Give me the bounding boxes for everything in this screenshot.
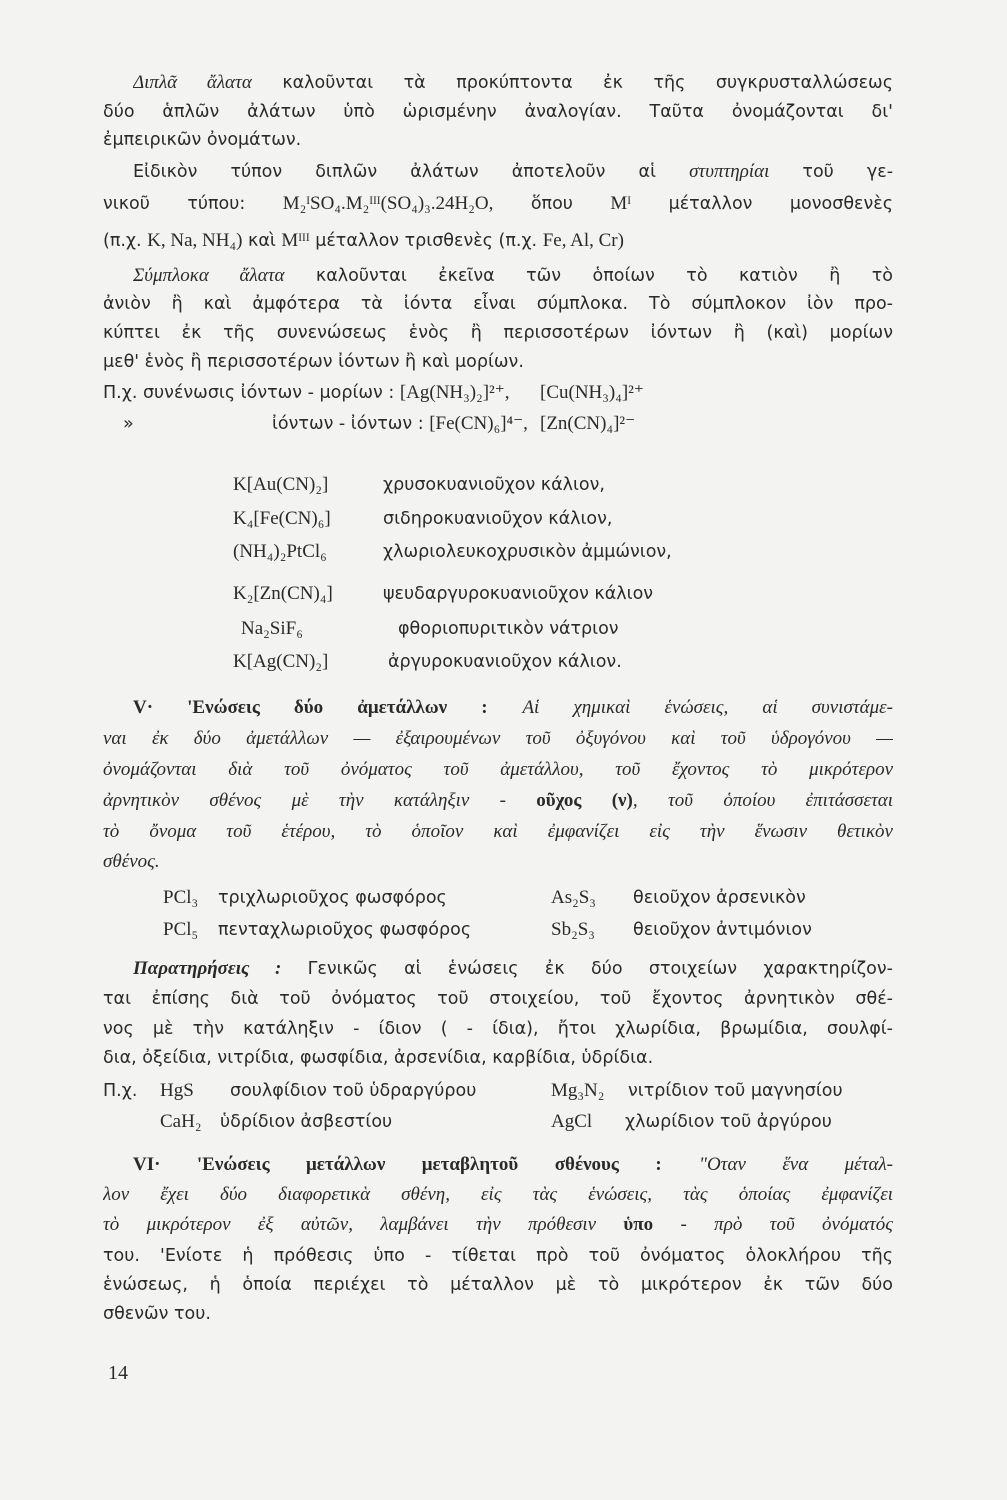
- formula: K, Na, NH₄): [147, 230, 243, 251]
- text-line: ὀνομάζονται διὰ τοῦ ὀνόματος τοῦ ἀμετάλλου, τοῦ ἔχοντος τὸ μικρότερον: [103, 759, 893, 780]
- term-alums: στυπτηρίαι: [689, 161, 770, 182]
- text: Αἱ χημικαὶ ἑνώσεις, αἱ συνιστάμε-: [522, 697, 893, 718]
- text-line: λον ἔχει δύο διαφορετικὰ σθένη, εἰς τὰς ἑνώσεις, τὰς ὁποίας ἐμφανίζει: [103, 1184, 893, 1205]
- text: , τοῦ ὁποίου ἐπιτάσσεται: [632, 790, 893, 811]
- notes-heading: Παρατηρήσεις :: [133, 958, 282, 979]
- text-line: τὸ ὄνομα τοῦ ἑτέρου, τὸ ὁποῖον καὶ ἐμφανίζει εἰς τὴν ἕνωσιν θετικὸν: [103, 821, 893, 842]
- formula: Mᴵᴵᴵ: [281, 230, 310, 251]
- formula: [Cu(NH₃)₄]²⁺: [540, 382, 644, 403]
- text-line: κύπτει ἐκ τῆς συνενώσεως ἑνὸς ἢ περισσοτέρων ἰόντων ἢ (καὶ) μορίων: [103, 323, 893, 343]
- compound-name: θειοῦχον ἀντιμόνιον: [633, 920, 812, 940]
- text: - πρὸ τοῦ ὀνόματός: [653, 1214, 893, 1235]
- formula: [Zn(CN)₄]²⁻: [540, 413, 636, 434]
- text: καλοῦνται ἐκεῖνα τῶν ὁποίων τὸ κατιὸν ἢ τὸ: [284, 266, 893, 286]
- term-complex-salts: Σύμπλοκα ἄλατα: [133, 265, 285, 286]
- formula: M₂ᴵSO₄.M₂ᴵᴵᴵ(SO₄)₃.24H₂O,: [282, 193, 494, 214]
- compound-name: θειοῦχον ἀρσενικὸν: [633, 888, 806, 908]
- compound-name: νιτρίδιον τοῦ μαγνησίου: [628, 1081, 843, 1101]
- text-line: [103, 788, 893, 814]
- compound-formula: PCl₃: [163, 887, 199, 908]
- compound-name: σιδηροκυανιοῦχον κάλιον,: [383, 509, 613, 529]
- paragraph-complex-salts-line: [133, 263, 893, 289]
- text: τὸ μικρότερον ἐξ αὐτῶν, λαμβάνει τὴν πρόθεσιν: [103, 1214, 624, 1235]
- compound-formula: PCl₅: [163, 919, 199, 940]
- text: Γενικῶς αἱ ἑνώσεις ἐκ δύο στοιχείων χαρακτηρίζον-: [307, 959, 893, 979]
- example-line: [272, 411, 528, 437]
- compound-name: χρυσοκυανιοῦχον κάλιον,: [383, 475, 605, 495]
- text-line: ἀνιὸν ἢ καὶ ἀμφότερα τὰ ἰόντα εἶναι σύμπλοκα. Τὸ σύμπλοκον ἰὸν προ-: [103, 294, 893, 314]
- text: ἀρνητικὸν σθένος μὲ τὴν κατάληξιν -: [103, 790, 537, 811]
- text: μέταλλον μονοσθενὲς: [631, 194, 893, 214]
- compound-formula: CaH₂: [160, 1111, 202, 1132]
- compound-name: σουλφίδιον τοῦ ὑδραργύρου: [230, 1081, 477, 1101]
- formula: [Ag(NH₃)₂]²⁺,: [399, 382, 510, 403]
- example-line: [103, 380, 510, 406]
- text-line: του. 'Ενίοτε ἡ πρόθεσις ὑπο - τίθεται πρὸ τοῦ ὀνόματος ὁλοκλήρου τῆς: [103, 1246, 893, 1266]
- compound-formula: Na₂SiF₆: [241, 618, 303, 639]
- compound-formula: K₂[Zn(CN)₄]: [233, 583, 333, 604]
- text-line: μεθ' ἑνὸς ἢ περισσοτέρων ἰόντων ἢ καὶ μορίων.: [103, 352, 524, 372]
- section-heading: VI· 'Ενώσεις μετάλλων μεταβλητοῦ σθένους :: [133, 1154, 662, 1175]
- text-line: ναι ἐκ δύο ἀμετάλλων — ἐξαιρουμένων τοῦ ὀξυγόνου καὶ τοῦ ὑδρογόνου —: [103, 728, 893, 749]
- paragraph-alums-line: [133, 159, 893, 185]
- compound-name: φθοριοπυριτικὸν νάτριον: [398, 619, 619, 639]
- text: "Οταν ἕνα μέταλ-: [698, 1154, 893, 1175]
- compound-formula: K[Au(CN)₂]: [233, 474, 329, 495]
- text: ἰόντων - ἰόντων :: [272, 414, 430, 434]
- compound-formula: K[Ag(CN)₂]: [233, 651, 329, 672]
- text-line: [103, 228, 893, 254]
- compound-name: τριχλωριοῦχος φωσφόρος: [218, 888, 447, 908]
- text-line: νος μὲ τὴν κατάληξιν - ίδιον ( - ίδια), ἤτοι χλωρίδια, βρωμίδια, σουλφί-: [103, 1019, 893, 1039]
- text: (π.χ.: [103, 231, 148, 251]
- compound-name: χλωρίδιον τοῦ ἀργύρου: [625, 1112, 832, 1132]
- text-line: δια, ὀξείδια, νιτρίδια, φωσφίδια, ἀρσενίδια, καρβίδια, ὑδρίδια.: [103, 1048, 654, 1068]
- compound-name: πενταχλωριοῦχος φωσφόρος: [218, 920, 472, 940]
- example-prefix: Π.χ.: [103, 1081, 138, 1101]
- text-line: σθενῶν του.: [103, 1304, 211, 1324]
- text-line: δύο ἁπλῶν ἀλάτων ὑπὸ ὡρισμένην ἀναλογίαν. Ταῦτα ὀνομάζονται δι': [103, 102, 893, 122]
- text: τοῦ γε-: [769, 162, 893, 182]
- text-line: [103, 1212, 893, 1238]
- text: ὅπου: [493, 194, 611, 214]
- section-5-line: [133, 695, 893, 721]
- compound-formula: As₂S₃: [551, 887, 596, 908]
- suffix: οῦχος (ν): [536, 790, 633, 811]
- compound-formula: K₄[Fe(CN)₆]: [233, 508, 331, 529]
- paragraph-double-salts-line: [133, 70, 893, 96]
- formula: [Fe(CN)₆]⁴⁻,: [429, 413, 528, 434]
- text: Εἰδικὸν τύπον διπλῶν ἀλάτων ἀποτελοῦν αἱ: [133, 162, 690, 182]
- compound-name: ἀργυροκυανιοῦχον κάλιον.: [388, 652, 622, 672]
- term-double-salts: Διπλᾶ ἄλατα: [133, 72, 252, 93]
- text-line: ται ἐπίσης διὰ τοῦ ὀνόματος τοῦ στοιχείου, τοῦ ἔχοντος ἀρνητικὸν σθέ-: [103, 989, 893, 1009]
- text: Π.χ. συνένωσις ἰόντων - μορίων :: [103, 383, 400, 403]
- compound-formula: AgCl: [551, 1111, 593, 1132]
- page-number: 14: [108, 1362, 128, 1384]
- compound-name: χλωριολευκοχρυσικὸν ἀμμώνιον,: [383, 542, 672, 562]
- text: νικοῦ τύπου:: [103, 194, 283, 214]
- prefix-term: ὑπο: [623, 1214, 654, 1235]
- compound-formula: HgS: [160, 1080, 194, 1101]
- alum-formula-line: [103, 191, 893, 217]
- text-line: ἑνώσεως, ἡ ὁποία περιέχει τὸ μέταλλον μὲ τὸ μικρότερον ἐκ τῶν δύο: [103, 1275, 893, 1295]
- text-line: ἐμπειρικῶν ὀνομάτων.: [103, 130, 302, 150]
- notes-line: [133, 956, 893, 982]
- text: μέταλλον τρισθενὲς (π.χ.: [309, 231, 543, 251]
- text: καλοῦνται τὰ προκύπτοντα ἐκ τῆς συγκρυσταλλώσεως: [251, 73, 893, 93]
- compound-formula: Mg₃N₂: [551, 1080, 605, 1101]
- compound-formula: (NH₄)₂PtCl₆: [233, 541, 327, 562]
- compound-name: ψευδαργυροκυανιοῦχον κάλιον: [383, 584, 654, 604]
- formula: Fe, Al, Cr): [542, 230, 624, 251]
- ditto-mark: »: [123, 414, 134, 434]
- section-6-line: [133, 1152, 893, 1178]
- compound-name: ὑδρίδιον ἀσβεστίου: [220, 1112, 393, 1132]
- compound-formula: Sb₂S₃: [551, 919, 595, 940]
- text-line: σθένος.: [103, 851, 160, 872]
- formula: Mᴵ: [610, 193, 632, 214]
- text: καὶ: [242, 231, 282, 251]
- section-heading: V· 'Ενώσεις δύο ἀμετάλλων :: [133, 697, 488, 718]
